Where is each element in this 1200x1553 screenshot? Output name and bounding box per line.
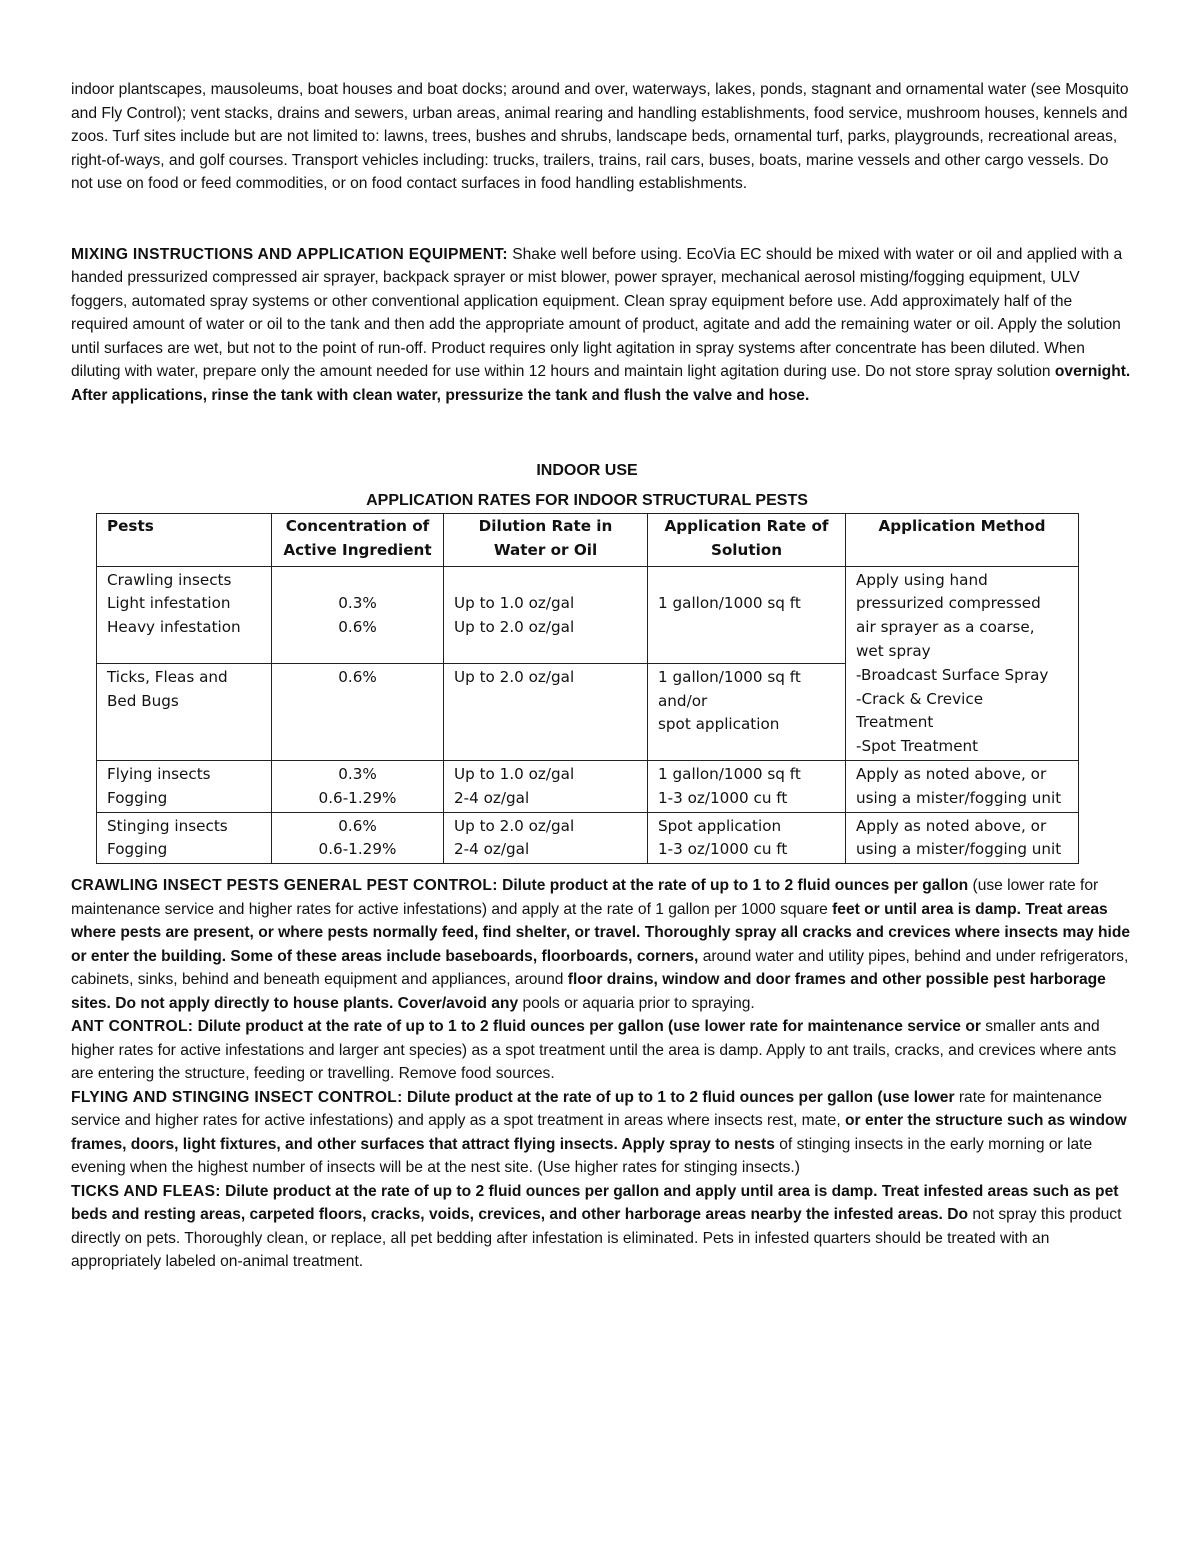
cell-line: Fogging bbox=[107, 840, 168, 859]
cell-line: 0.6-1.29% bbox=[318, 788, 397, 807]
ant-bold-1: Dilute product at the rate of up to 1 to 2 fluid ounces per gallon (use lower rate for maintenance service or bbox=[193, 1018, 981, 1036]
cell-line: spot application bbox=[658, 715, 780, 734]
header-method: Application Method bbox=[846, 514, 1079, 567]
intro-text: indoor plantscapes, mausoleums, boat houses and boat docks; around and over, waterways, lakes, ponds, stagnant and ornamental water (see Mosquito and Fly Control); vent stacks, drains and sewers, urban areas, animal rearing and handling establishments, food service, mushroom houses, kennels and zoos. Turf sites include but are not limited to: lawns, trees, bushes and shrubs, landscape beds, ornamental turf, parks, playgrounds, recreational areas, right-of-ways, and golf courses. Transport vehicles including: trucks, trailers, trains, rail cars, buses, boats, marine vessels and other cargo vessels. Do not use on food or feed commodities, or on food contact surfaces in food handling establishments. bbox=[71, 81, 1129, 192]
cell-line: Ticks, Fleas and bbox=[107, 667, 228, 686]
cell-line: 1 gallon/1000 sq ft bbox=[658, 667, 801, 686]
cell-pests bbox=[97, 760, 272, 812]
cell-line: Up to 1.0 oz/gal bbox=[454, 764, 575, 783]
cell-line bbox=[454, 569, 637, 593]
cell-line: Up to 2.0 oz/gal bbox=[454, 667, 575, 686]
crawling-section bbox=[71, 874, 1133, 1015]
cell-rate bbox=[648, 663, 846, 760]
cell-pests bbox=[97, 663, 272, 760]
crawling-bold-3: floor drains, window and door frames and other possible pest harborage sites. Do not apply directly to house plants. Cover/avoid any bbox=[71, 971, 1106, 1012]
crawling-bold-1: Dilute product at the rate of up to 1 to 2 fluid ounces per gallon bbox=[497, 877, 969, 895]
cell-line: Fogging bbox=[107, 788, 168, 807]
cell-line bbox=[282, 569, 433, 593]
cell-line: Bed Bugs bbox=[107, 691, 179, 710]
cell-method bbox=[846, 760, 1079, 812]
ant-heading: ANT CONTROL: bbox=[71, 1018, 194, 1036]
cell-line: 0.3% bbox=[338, 764, 377, 783]
cell-line: 0.3% bbox=[338, 594, 377, 613]
cell-line: 1-3 oz/1000 cu ft bbox=[658, 840, 788, 859]
cell-line: Heavy infestation bbox=[107, 618, 241, 637]
cell-line: Up to 2.0 oz/gal bbox=[454, 618, 575, 637]
indoor-use-table-block bbox=[96, 459, 1078, 864]
flying-text-2: of stinging insects in the early morning or late evening when the highest number of insects will be at the nest site. (Use higher rates for stinging insects.) bbox=[71, 1135, 1093, 1177]
crawling-heading: CRAWLING INSECT PESTS GENERAL PEST CONTROL: bbox=[71, 877, 498, 895]
table-subtitle: APPLICATION RATES FOR INDOOR STRUCTURAL PESTS bbox=[366, 492, 808, 509]
application-rates-table bbox=[96, 513, 1079, 864]
table-title: INDOOR USE bbox=[536, 462, 638, 479]
cell-line: Flying insects bbox=[107, 764, 211, 783]
header-rate: Application Rate of Solution bbox=[648, 514, 846, 567]
ticks-heading: TICKS AND FLEAS: bbox=[71, 1182, 221, 1200]
cell-rate bbox=[648, 760, 846, 812]
ticks-bold-1: Dilute product at the rate of up to 2 fluid ounces per gallon and apply until area is damp. Treat infested areas such as pet beds and resting areas, carpeted floors, cracks, voids, crevices, and other harborage areas nearby the infested areas. Do bbox=[71, 1182, 1119, 1224]
ticks-section bbox=[71, 1180, 1133, 1274]
table-row bbox=[97, 760, 1079, 812]
cell-line: 0.6% bbox=[338, 816, 377, 835]
cell-line: Apply as noted above, or bbox=[856, 816, 1047, 835]
cell-line: 0.6-1.29% bbox=[318, 840, 397, 859]
cell-rate bbox=[648, 812, 846, 864]
crawling-bold-2: feet or until area is damp. Treat areas where pests are present, or where pests normally feed, find shelter, or travel. Thoroughly spray all cracks and crevices where insects may hide or enter the building. Some of these areas include baseboards, floorboards, corners, bbox=[71, 900, 1131, 965]
cell-line: Treatment bbox=[856, 713, 934, 732]
cell-rate bbox=[648, 566, 846, 663]
cell-concentration bbox=[272, 760, 444, 812]
cell-line: -Crack & Crevice bbox=[856, 689, 984, 708]
crawling-text-1: (use lower rate for maintenance service and higher rates for active infestations) and apply at the rate of 1 gallon per 1000 square bbox=[71, 877, 1099, 918]
table-row bbox=[97, 812, 1079, 864]
cell-line: -Broadcast Surface Spray bbox=[856, 665, 1049, 684]
cell-line: 0.6% bbox=[338, 618, 377, 637]
cell-dilution bbox=[444, 760, 648, 812]
cell-line: Crawling insects bbox=[107, 570, 232, 589]
ant-section bbox=[71, 1015, 1133, 1086]
cell-line: and/or bbox=[658, 691, 708, 710]
mixing-heading: MIXING INSTRUCTIONS AND APPLICATION EQUIPMENT: bbox=[71, 245, 508, 263]
cell-line: 1 gallon/1000 sq ft bbox=[658, 764, 801, 783]
cell-line: Apply as noted above, or bbox=[856, 764, 1047, 783]
ticks-text-1: not spray this product directly on pets. Thoroughly clean, or replace, all pet bedding after infestation is eliminated. Pets in infested quarters should be treated with an appropriately labeled on-animal treatment. bbox=[71, 1206, 1122, 1271]
cell-line: -Spot Treatment bbox=[856, 737, 979, 756]
cell-dilution bbox=[444, 812, 648, 864]
cell-concentration bbox=[272, 566, 444, 663]
cell-dilution bbox=[444, 566, 648, 663]
cell-line: Apply using hand bbox=[856, 570, 988, 589]
cell-line: Up to 1.0 oz/gal bbox=[454, 594, 575, 613]
cell-pests bbox=[97, 566, 272, 663]
cell-method bbox=[846, 812, 1079, 864]
flying-bold-2: or enter the structure such as window frames, doors, light fixtures, and other surfaces that attract flying insects. Apply spray to nests bbox=[71, 1112, 1127, 1153]
crawling-text-3: pools or aquaria prior to spraying. bbox=[518, 994, 755, 1012]
mixing-section bbox=[71, 243, 1133, 408]
cell-pests bbox=[97, 812, 272, 864]
header-concentration: Concentration of Active Ingredient bbox=[272, 514, 444, 567]
cell-line: 0.6% bbox=[338, 667, 377, 686]
cell-line: 1-3 oz/1000 cu ft bbox=[658, 788, 788, 807]
cell-line: using a mister/fogging unit bbox=[856, 840, 1062, 859]
cell-method-shared bbox=[846, 566, 1079, 760]
flying-bold-1: Dilute product at the rate of up to 1 to 2 fluid ounces per gallon (use lower bbox=[402, 1088, 955, 1106]
cell-line: air sprayer as a coarse, bbox=[856, 618, 1035, 637]
cell-line: Up to 2.0 oz/gal bbox=[454, 816, 575, 835]
cell-concentration bbox=[272, 663, 444, 760]
table-row bbox=[97, 566, 1079, 663]
mixing-text: Shake well before using. EcoVia EC should be mixed with water or oil and applied with a handed pressurized compressed air sprayer, backpack sprayer or mist blower, power sprayer, mechanical aerosol misting/fogging equipment, ULV foggers, automated spray systems or other conventional application equipment. Clean spray equipment before use. Add approximately half of the required amount of water or oil to the tank and then add the appropriate amount of product, agitate and add the remaining water or oil. Apply the solution until surfaces are wet, but not to the point of run-off. Product requires only light agitation in spray systems after concentrate has been diluted. When diluting with water, prepare only the amount needed for use within 12 hours and maintain light agitation during use. Do not store spray solution bbox=[71, 245, 1123, 380]
cell-dilution bbox=[444, 663, 648, 760]
flying-section bbox=[71, 1086, 1133, 1180]
cell-line: 2-4 oz/gal bbox=[454, 788, 530, 807]
table-header-row bbox=[97, 514, 1079, 567]
cell-line: 1 gallon/1000 sq ft bbox=[658, 594, 801, 613]
crawling-text-2: around water and utility pipes, behind and under refrigerators, cabinets, sinks, behind and beneath equipment and appliances, around bbox=[71, 947, 1129, 989]
document-page bbox=[71, 78, 1133, 1274]
ant-text-1: smaller ants and higher rates for active infestations and larger ant species) as a spot treatment until the area is damp. Apply to ant trails, cracks, and crevices where ants are entering the structure, feeding or travelling. Remove food sources. bbox=[71, 1018, 1117, 1083]
flying-text-1: rate for maintenance service and higher rates for active infestations) and apply as a spot treatment in areas where insects rest, mate, bbox=[71, 1088, 1102, 1130]
cell-line: 2-4 oz/gal bbox=[454, 840, 530, 859]
cell-line: pressurized compressed bbox=[856, 594, 1041, 613]
cell-line: Light infestation bbox=[107, 594, 231, 613]
cell-line bbox=[658, 569, 835, 593]
cell-line: wet spray bbox=[856, 641, 931, 660]
intro-paragraph bbox=[71, 78, 1133, 196]
cell-line: Stinging insects bbox=[107, 816, 228, 835]
cell-line: using a mister/fogging unit bbox=[856, 788, 1062, 807]
mixing-bold-text: overnight. After applications, rinse the tank with clean water, pressurize the tank and flush the valve and hose. bbox=[71, 363, 1131, 404]
header-pests: Pests bbox=[97, 514, 272, 567]
cell-line: Spot application bbox=[658, 816, 782, 835]
header-dilution: Dilution Rate in Water or Oil bbox=[444, 514, 648, 567]
flying-heading: FLYING AND STINGING INSECT CONTROL: bbox=[71, 1088, 403, 1106]
cell-concentration bbox=[272, 812, 444, 864]
